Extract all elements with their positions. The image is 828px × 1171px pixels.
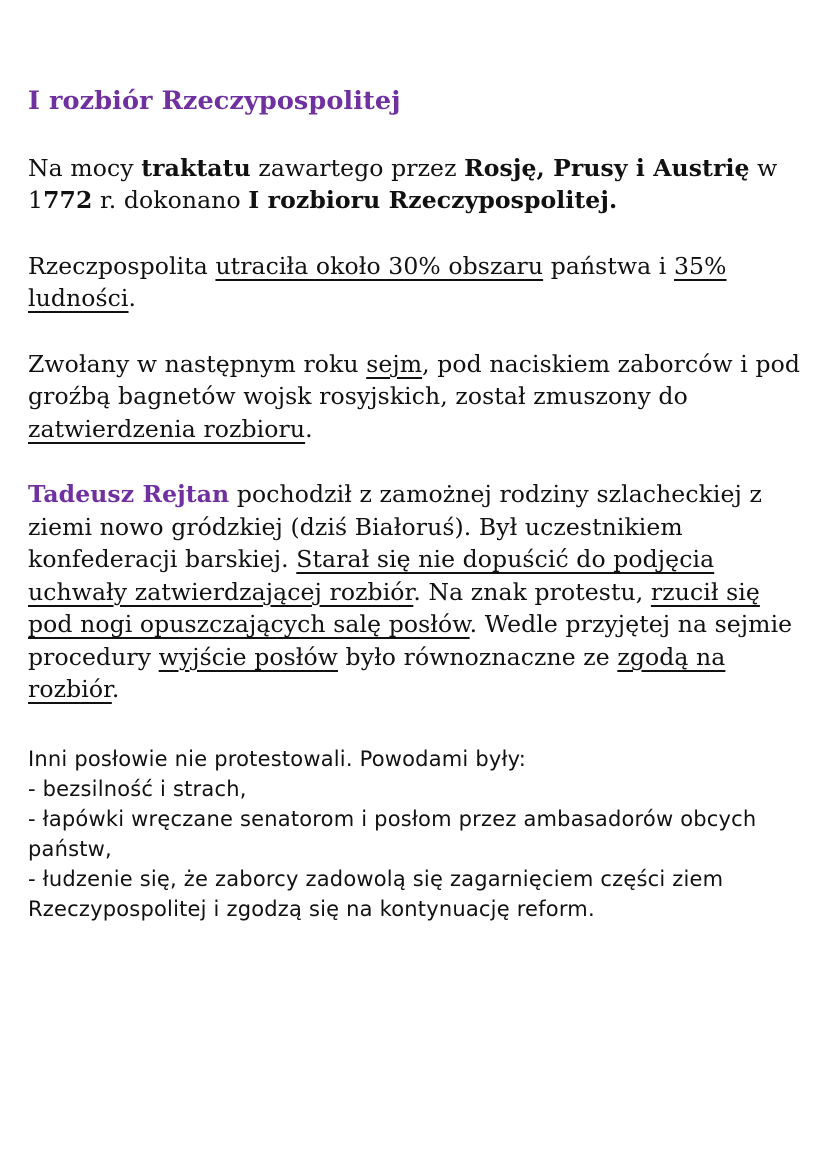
bold-term: Rosję, Prusy i Austrię [464, 153, 750, 182]
text-span: , pod naciskiem zaborców i pod groźbą bagnetów wojsk rosyjskich, został zmuszony do [28, 349, 801, 411]
paragraph-rejtan [28, 478, 808, 706]
text-span: . Wedle przyjętej na sejmie procedury [28, 610, 793, 671]
underlined-term: zgodą na rozbiór [28, 642, 726, 704]
bold-term: I rozbioru Rzeczypospolitej. [248, 186, 618, 215]
text-span: . [111, 675, 120, 704]
text-span: było równoznaczne ze [337, 642, 618, 671]
text-span: . Na znak protestu, [413, 577, 651, 606]
document-page [28, 86, 808, 924]
page-title: I rozbiór Rzeczypospolitej [28, 86, 401, 116]
underlined-term: rzucił się pod nogi opuszczających salę posłów [28, 577, 760, 639]
underlined-term: zatwierdzenia rozbioru [28, 414, 306, 443]
underlined-term: Starał się nie dopuścić do podjęcia uchwały zatwierdzającej rozbiór [28, 545, 715, 606]
list-item: - bezsilność i strach, [28, 776, 247, 801]
text-span: zawartego przez [250, 153, 465, 182]
text-span: r. dokonano [92, 186, 249, 215]
paragraph-losses [28, 250, 808, 315]
text-span: Rzeczpospolita [28, 251, 216, 280]
paragraph-sejm [28, 348, 808, 446]
bold-term: 772 [43, 186, 93, 215]
underlined-term: sejm [366, 349, 423, 378]
text-span: Na mocy [28, 153, 142, 182]
bold-term: traktatu [141, 153, 251, 182]
paragraph-treaty [28, 152, 808, 217]
text-span: Zwołany w następnym roku [28, 349, 367, 378]
underlined-term: 35% ludności [28, 251, 727, 313]
paragraph-reasons [28, 744, 808, 924]
underlined-term: wyjście posłów [158, 642, 338, 671]
text-span: pochodził z zamożnej rodziny szlacheckiej z ziemi nowo gródzkiej (dziś Białoruś). Był uczestnikiem konfederacji barskiej. [28, 480, 762, 574]
text-span: państwa i [543, 251, 674, 280]
list-item: - łudzenie się, że zaborcy zadowolą się zagarnięciem części ziem Rzeczypospolitej i zgodzą się na kontynuację reform. [28, 866, 724, 921]
text-span: w 1 [28, 153, 778, 215]
reasons-intro: Inni posłowie nie protestowali. Powodami były: [28, 746, 527, 771]
list-item: - łapówki wręczane senatorom i posłom przez ambasadorów obcych państw, [28, 806, 757, 861]
text-span: . [128, 284, 137, 313]
highlighted-name: Tadeusz Rejtan [28, 480, 230, 509]
text-span: . [305, 414, 313, 443]
underlined-term: utraciła około 30% obszaru [215, 251, 544, 280]
